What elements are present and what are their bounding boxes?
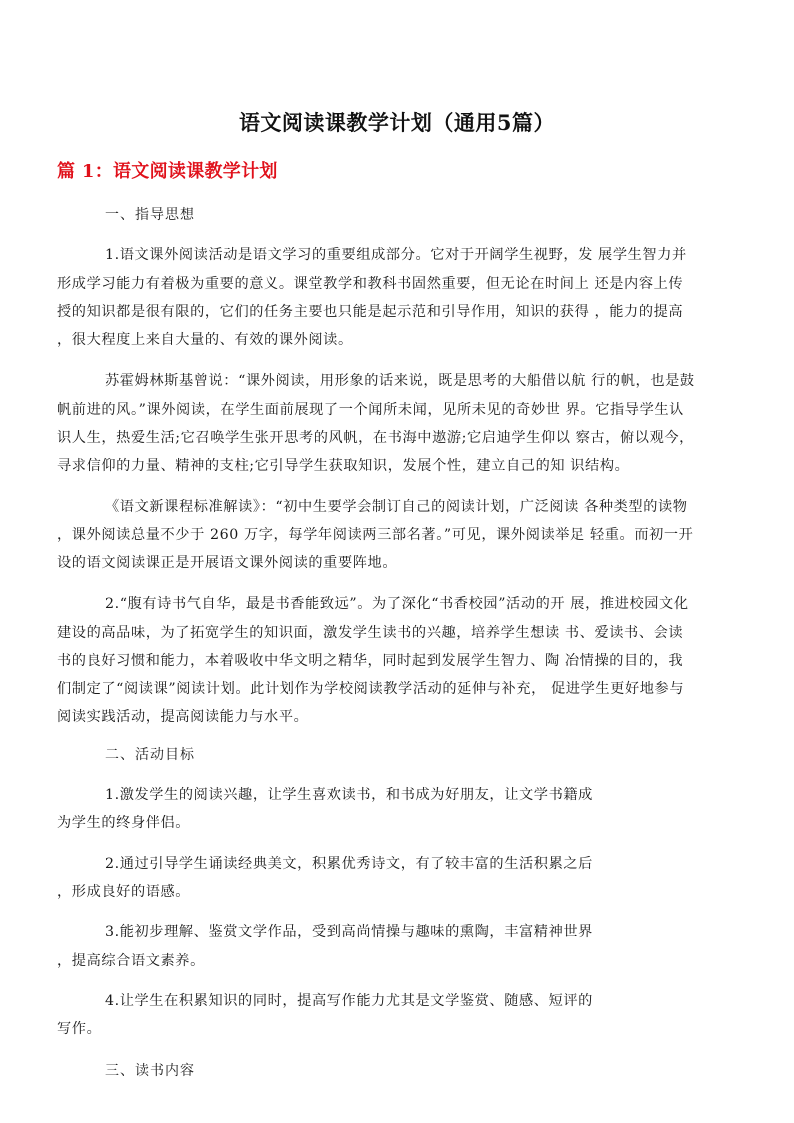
text-line: 们制定了“阅读课”阅读计划。此计划作为学校阅读教学活动的延伸与补充， 促进学生更好地参与 bbox=[57, 681, 685, 697]
text-line: 设的语文阅读课正是开展语文课外阅读的重要阵地。 bbox=[57, 555, 398, 571]
text-line: 2.“腹有诗书气自华，最是书香能致远”。为了深化“书香校园”活动的开 展，推进校园文化 bbox=[105, 596, 689, 612]
text-line: ，很大程度上来自大量的、有效的课外阅读。 bbox=[57, 332, 353, 348]
section-heading-reading-content: 三、读书内容 bbox=[105, 1063, 195, 1079]
text-line: ，课外阅读总量不少于 260 万字，每学年阅读两三部名著。”可见，课外阅读举足 轻重。而初一开 bbox=[57, 527, 694, 543]
text-line: 3.能初步理解、鉴赏文学作品，受到高尚情操与趣味的熏陶，丰富精神世界 bbox=[105, 924, 593, 940]
text-line: 书的良好习惯和能力，本着吸收中华文明之精华，同时起到发展学生智力、陶 冶情操的目的，我 bbox=[57, 653, 684, 669]
text-line: 帆前进的风。”课外阅读，在学生面前展现了一个闻所未闻，见所未见的奇妙世 界。它指导学生认 bbox=[57, 402, 684, 418]
text-line: ，提高综合语文素养。 bbox=[57, 953, 205, 969]
text-line: 为学生的终身伴侣。 bbox=[57, 815, 191, 831]
text-line: 授的知识都是很有限的，它们的任务主要也只能是起示范和引导作用，知识的获得 ，能力的提高 bbox=[57, 304, 684, 320]
text-line: 识人生，热爱生活;它召唤学生张开思考的风帆，在书海中遨游;它启迪学生仰以 察古，俯以观今， bbox=[57, 430, 694, 446]
text-line: 4.让学生在积累知识的同时，提高写作能力尤其是文学鉴赏、随感、短评的 bbox=[105, 993, 593, 1009]
text-line: 形成学习能力有着极为重要的意义。课堂教学和教科书固然重要，但无论在时间上 还是内容上传 bbox=[57, 276, 684, 292]
section-heading-activity-goals: 二、活动目标 bbox=[105, 747, 195, 763]
text-line: 1.语文课外阅读活动是语文学习的重要组成部分。它对于开阔学生视野，发 展学生智力并 bbox=[105, 247, 687, 263]
text-line: 1.激发学生的阅读兴趣，让学生喜欢读书，和书成为好朋友，让文学书籍成 bbox=[105, 787, 593, 803]
text-line: 苏霍姆林斯基曾说：“课外阅读，用形象的话来说，既是思考的大船借以航 行的帆，也是鼓 bbox=[105, 373, 695, 389]
text-line: 阅读实践活动，提高阅读能力与水平。 bbox=[57, 709, 309, 725]
document-title: 语文阅读课教学计划（通用5篇） bbox=[238, 110, 556, 135]
chapter-heading: 篇 1：语文阅读课教学计划 bbox=[57, 161, 278, 182]
section-heading-guiding-ideology: 一、指导思想 bbox=[105, 207, 195, 223]
text-line: 2.通过引导学生诵读经典美文，积累优秀诗文，有了较丰富的生活积累之后 bbox=[105, 856, 593, 872]
text-line: ，形成良好的语感。 bbox=[57, 884, 191, 900]
text-line: 《语文新课程标准解读》：“初中生要学会制订自己的阅读计划，广泛阅读 各种类型的读物 bbox=[105, 499, 688, 515]
text-line: 寻求信仰的力量、精神的支柱;它引导学生获取知识，发展个性，建立自己的知 识结构。 bbox=[57, 458, 630, 474]
text-line: 建设的高品味，为了拓宽学生的知识面，激发学生读书的兴趣，培养学生想读 书、爱读书、会读 bbox=[57, 625, 684, 641]
text-line: 写作。 bbox=[57, 1021, 102, 1037]
